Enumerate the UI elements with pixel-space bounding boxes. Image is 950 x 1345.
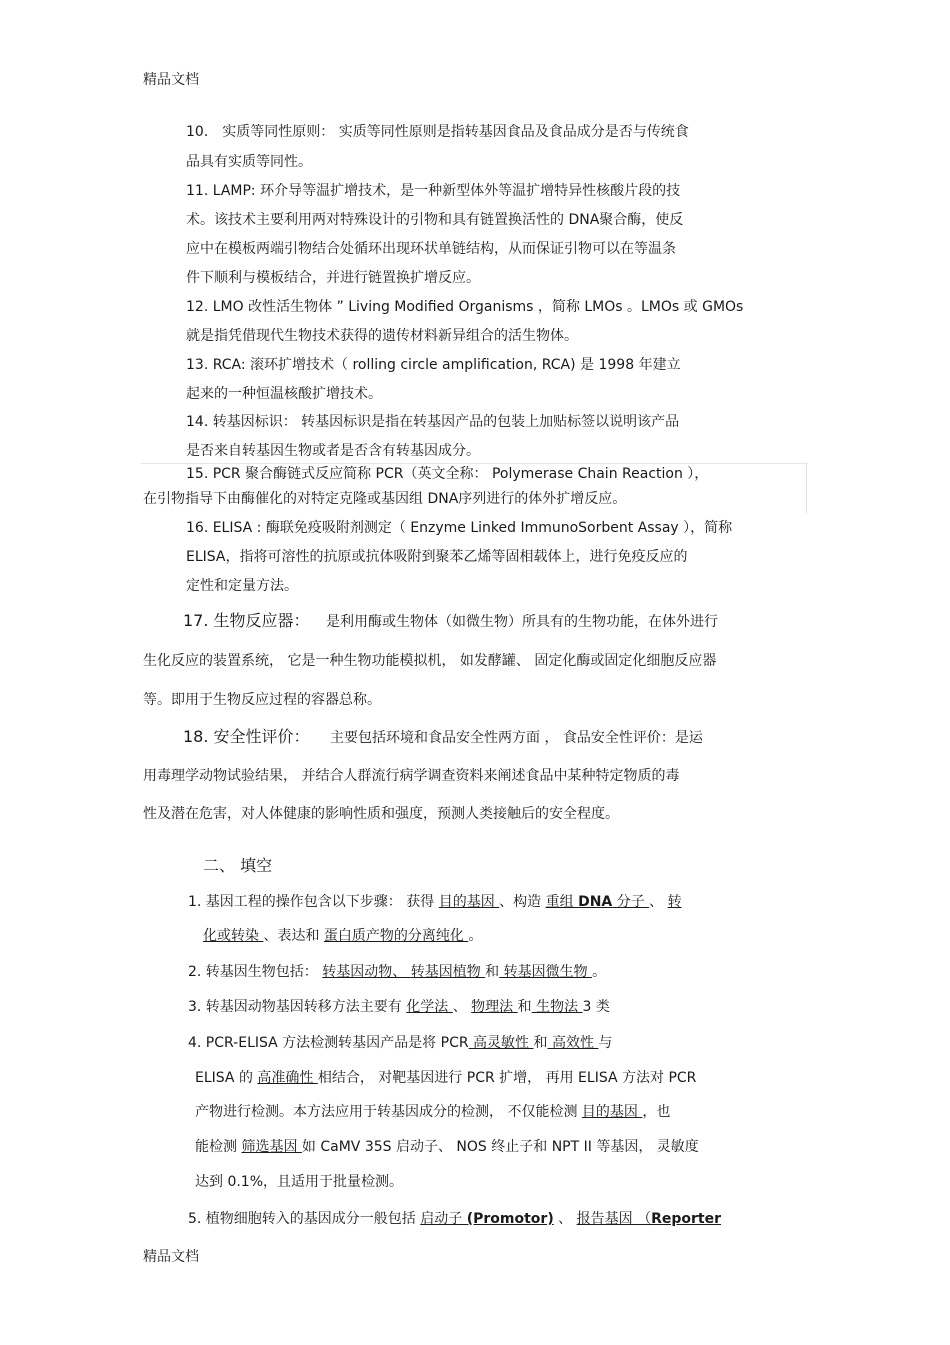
definition-17-line-3: 等。即用于生物反应过程的容器总称。 xyxy=(143,692,381,708)
question-text: 、表达和 xyxy=(263,928,324,944)
question-text: 产物进行检测。本方法应用于转基因成分的检测， 不仅能检测 xyxy=(195,1104,582,1120)
fill-question-5 xyxy=(188,1209,721,1229)
definition-18-term: 18. 安全性评价： xyxy=(183,727,310,746)
answer-blank: 重组 xyxy=(545,894,579,910)
definition-11-line-4: 件下顺利与模板结合，并进行链置换扩增反应。 xyxy=(186,270,480,286)
answer-blank: 目的基因 xyxy=(438,894,500,910)
page-header: 精品文档 xyxy=(143,72,199,88)
answer-blank: 目的基因 xyxy=(581,1104,643,1120)
question-text: 和 xyxy=(485,964,500,980)
question-text: 5. 植物细胞转入的基因成分一般包括 xyxy=(188,1211,421,1227)
answer-blank: 高灵敏性 xyxy=(468,1035,534,1051)
answer-blank: 物理法 xyxy=(471,999,518,1015)
question-text: ELISA 的 xyxy=(195,1070,258,1086)
fill-question-2 xyxy=(188,962,606,982)
fill-question-4-line-1 xyxy=(188,1033,612,1053)
definition-11-line-1: 11. LAMP: 环介导等温扩增技术，是一种新型体外等温扩增特异性核酸片段的技 xyxy=(186,183,681,199)
answer-blank: 启动子 xyxy=(420,1211,467,1227)
question-text: 3 类 xyxy=(582,999,610,1015)
answer-blank: 高效性 xyxy=(547,1035,599,1051)
answer-blank: 高准确性 xyxy=(257,1070,318,1086)
definition-17-term: 17. 生物反应器： xyxy=(183,611,310,630)
answer-blank: 转基因植物 xyxy=(410,964,486,980)
definition-17-text: 是利用酶或生物体（如微生物）所具有的生物功能，在体外进行 xyxy=(326,614,718,630)
section-title: 二、 填空 xyxy=(203,856,273,875)
definition-13-line-2: 起来的一种恒温核酸扩增技术。 xyxy=(186,386,382,402)
question-text: ，也 xyxy=(642,1104,671,1120)
definition-15-line-2: 在引物指导下由酶催化的对特定克隆或基因组 DNA序列进行的体外扩增反应。 xyxy=(143,491,627,507)
answer-blank: 化或转染 xyxy=(203,928,264,944)
definition-18-line-2: 用毒理学动物试验结果， 并结合人群流行病学调查资料来阐述食品中某种特定物质的毒 xyxy=(143,768,680,784)
definition-13-line-1: 13. RCA: 滚环扩增技术（ rolling circle amplification, RCA) 是 1998 年建立 xyxy=(186,357,681,373)
fill-question-4-line-5: 达到 0.1%，且适用于批量检测。 xyxy=(195,1174,404,1190)
definition-15-line-1: 15. PCR 聚合酶链式反应简称 PCR（英文全称： Polymerase Chain Reaction ）， xyxy=(186,466,709,482)
answer-blank: 转 xyxy=(667,894,682,910)
definition-12-line-2: 就是指凭借现代生物技术获得的遗传材料新异组合的活生物体。 xyxy=(186,328,578,344)
fill-question-1-line-2 xyxy=(203,926,482,946)
answer-blank: 转基因微生物 xyxy=(499,964,593,980)
answer-blank: 报告基因 （ xyxy=(576,1211,652,1227)
question-text: 4. PCR-ELISA 方法检测转基因产品是将 PCR xyxy=(188,1035,469,1051)
question-text: 、构造 xyxy=(499,894,546,910)
fill-question-3 xyxy=(188,997,610,1017)
definition-16-line-1: 16. ELISA : 酶联免疫吸附剂测定（ Enzyme Linked ImmunoSorbent Assay ），简称 xyxy=(186,520,733,536)
question-text: 、 xyxy=(553,1211,577,1227)
definition-12-line-1: 12. LMO 改性活生物体 ” Living Modified Organisms ，简称 LMOs 。LMOs 或 GMOs xyxy=(186,299,744,315)
definition-17-line-2: 生化反应的装置系统， 它是一种生物功能模拟机， 如发酵罐、 固定化酶或固定化细胞反应器 xyxy=(143,653,717,669)
divider-line xyxy=(806,463,807,513)
question-text: 1. 基因工程的操作包含以下步骤： 获得 xyxy=(188,894,439,910)
question-text: 能检测 xyxy=(195,1139,242,1155)
answer-blank: DNA xyxy=(578,894,613,910)
definition-16-line-2: ELISA，指将可溶性的抗原或抗体吸附到聚苯乙烯等固相载体上，进行免疫反应的 xyxy=(186,549,688,565)
question-text: 、 xyxy=(452,999,472,1015)
question-text: 。 xyxy=(592,964,607,980)
definition-18-line-3: 性及潜在危害，对人体健康的影响性质和强度，预测人类接触后的安全程度。 xyxy=(143,806,619,822)
definition-10-line-1: 10． 实质等同性原则： 实质等同性原则是指转基因食品及食品成分是否与传统食 xyxy=(186,124,689,140)
fill-question-4-line-2 xyxy=(195,1068,696,1088)
question-text: 2. 转基因生物包括： xyxy=(188,964,323,980)
question-text: 和 xyxy=(533,1035,548,1051)
fill-question-1-line-1 xyxy=(188,892,682,912)
definition-14-line-2: 是否来自转基因生物或者是否含有转基因成分。 xyxy=(186,443,480,459)
question-text: 如 CaMV 35S 启动子、 NOS 终止子和 NPT II 等基因， 灵敏度 xyxy=(301,1139,699,1155)
fill-question-4-line-4 xyxy=(195,1137,699,1157)
question-text: 与 xyxy=(598,1035,613,1051)
answer-blank: 转基因动物、 xyxy=(322,964,411,980)
definition-10-line-2: 品具有实质等同性。 xyxy=(186,154,312,170)
answer-blank: 生物法 xyxy=(531,999,583,1015)
answer-blank: (Promotor) xyxy=(466,1211,554,1227)
question-text: 、 xyxy=(649,894,668,910)
definition-16-line-3: 定性和定量方法。 xyxy=(186,578,298,594)
definition-11-line-2: 术。该技术主要利用两对特殊设计的引物和具有链置换活性的 DNA聚合酶，使反 xyxy=(186,212,684,228)
definition-11-line-3: 应中在模板两端引物结合处循环出现环状单链结构，从而保证引物可以在等温条 xyxy=(186,241,676,257)
answer-blank: Reporter xyxy=(651,1211,722,1227)
page-footer: 精品文档 xyxy=(143,1249,199,1265)
question-text: 3. 转基因动物基因转移方法主要有 xyxy=(188,999,407,1015)
answer-blank: 蛋白质产物的分离纯化 xyxy=(323,928,469,944)
question-text: 。 xyxy=(468,928,483,944)
definition-18-line-1 xyxy=(183,727,703,748)
definition-14-line-1: 14. 转基因标识： 转基因标识是指在转基因产品的包装上加贴标签以说明该产品 xyxy=(186,414,680,430)
definition-17-line-1 xyxy=(183,611,718,632)
definition-18-text: 主要包括环境和食品安全性两方面 ， 食品安全性评价：是运 xyxy=(330,730,703,746)
question-text: 相结合， 对靶基因进行 PCR 扩增， 再用 ELISA 方法对 PCR xyxy=(317,1070,697,1086)
answer-blank: 分子 xyxy=(612,894,650,910)
fill-question-4-line-3 xyxy=(195,1102,670,1122)
question-text: 和 xyxy=(517,999,532,1015)
answer-blank: 化学法 xyxy=(406,999,453,1015)
answer-blank: 筛选基因 xyxy=(241,1139,302,1155)
